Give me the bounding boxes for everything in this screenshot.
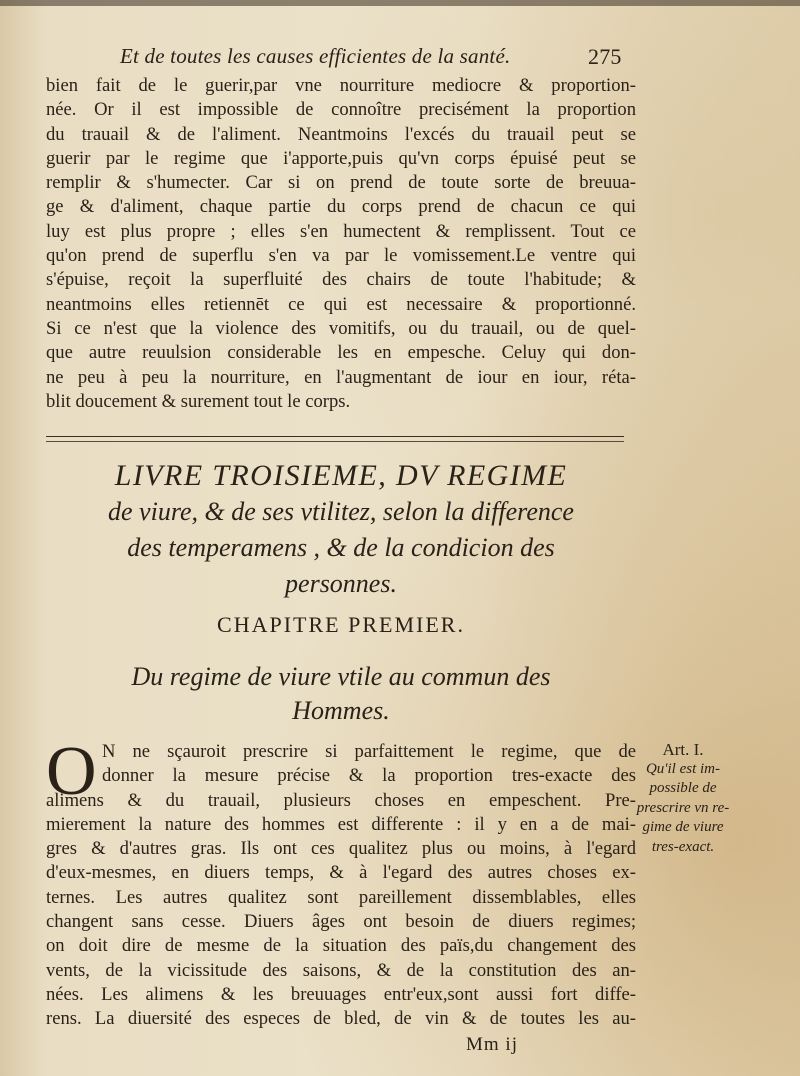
article-number: Art. I. bbox=[662, 740, 704, 759]
margin-note bbox=[628, 740, 738, 857]
text-line: née. Or il est impossible de connoître precisément la proportion bbox=[46, 99, 636, 121]
chapter-title bbox=[46, 660, 636, 728]
text-line: qu'on prend de superflu s'en va par le vomissement.Le ventre qui bbox=[46, 245, 636, 267]
book-title-line: LIVRE TROISIEME, DV REGIME bbox=[114, 459, 568, 492]
text-line: Si ce n'est que la violence des vomitifs, ou du trauail, ou de quel- bbox=[46, 317, 636, 339]
section-rule bbox=[46, 436, 624, 437]
text-line: luy est plus propre ; elles s'en humectent & remplissent. Tout ce bbox=[46, 220, 636, 242]
text-line: gres & d'autres gras. Ils ont ces qualitez plus ou moins, à l'egard bbox=[46, 838, 636, 860]
book-title-line: de viure, & de ses vtilitez, selon la difference bbox=[108, 497, 574, 526]
text-line: on doit dire de mesme de la situation des païs,du changement des bbox=[46, 935, 636, 957]
margin-note-line: prescrire vn re- bbox=[636, 799, 730, 816]
book-title-line: des temperamens , & de la condicion des bbox=[127, 533, 555, 562]
drop-cap: O bbox=[46, 733, 97, 810]
running-title: Et de toutes les causes efficientes de la santé. bbox=[120, 44, 511, 68]
page-top-edge bbox=[0, 0, 800, 6]
margin-note-line: tres-exact. bbox=[651, 838, 715, 855]
text-line: donner la mesure précise & la proportion tres-exacte des bbox=[102, 765, 636, 787]
chapter-title-line: Hommes. bbox=[292, 696, 390, 725]
text-line: neantmoins elles retiennēt ce qui est necessaire & proportionné. bbox=[46, 293, 636, 315]
text-line: alimens & du trauail, plusieurs choses en empeschent. Pre- bbox=[46, 789, 636, 811]
text-line: changent sans cesse. Diuers âges ont besoin de diuers regimes; bbox=[46, 911, 636, 933]
text-line: blit doucement & surement tout le corps. bbox=[46, 390, 351, 412]
text-line: N ne sçauroit prescrire si parfaittement le regime, que de bbox=[102, 741, 636, 762]
text-line: mierement la nature des hommes est differente : il y en a de mai- bbox=[46, 813, 636, 835]
text-line: rens. La diuersité des especes de bled, de vin & de toutes les au- bbox=[46, 1008, 636, 1030]
text-line: remplir & s'humecter. Car si on prend de toute sorte de breuua- bbox=[46, 172, 636, 194]
signature-mark: Mm ij bbox=[466, 1034, 518, 1055]
page-number: 275 bbox=[588, 44, 622, 69]
chapter-heading: CHAPITRE PREMIER. bbox=[217, 612, 465, 637]
margin-note-line: gime de viure bbox=[642, 819, 724, 835]
text-line: s'épuise, reçoit la superfluité des chairs de toute l'habitude; & bbox=[46, 269, 636, 291]
text-line: nées. Les alimens & les breuuages entr'eux,sont aussi fort diffe- bbox=[46, 983, 636, 1005]
chapter-paragraph bbox=[46, 733, 636, 1032]
chapter-title-line: Du regime de viure vtile au commun des bbox=[131, 662, 551, 691]
text-line: vents, de la vicissitude des saisons, & de la constitution des an- bbox=[46, 959, 636, 981]
text-line: ne peu à peu la nourriture, en l'augmentant de iour en iour, réta- bbox=[46, 366, 636, 388]
text-line: ternes. Les autres qualitez sont pareillement dissemblables, elles bbox=[46, 886, 636, 908]
margin-note-line: possible de bbox=[649, 780, 717, 796]
text-line: du trauail & de l'aliment. Neantmoins l'excés du trauail peut se bbox=[46, 123, 636, 145]
paragraph-continued bbox=[46, 74, 636, 414]
section-rule-thin bbox=[46, 441, 624, 442]
text-line: d'eux-mesmes, en diuers temps, & à l'egard des autres choses ex- bbox=[46, 862, 636, 884]
book-title-line: personnes. bbox=[285, 569, 397, 598]
text-line: guerir par le regime que i'apporte,puis qu'vn corps épuisé peut se bbox=[46, 147, 636, 169]
text-line: ge & d'aliment, chaque partie du corps prend de chacun ce qui bbox=[46, 196, 636, 218]
text-line: que autre reuulsion considerable les en empesche. Celuy qui don- bbox=[46, 342, 636, 364]
running-header bbox=[120, 44, 640, 69]
margin-note-line: Qu'il est im- bbox=[645, 760, 721, 777]
book-title bbox=[46, 458, 636, 602]
text-line: bien fait de le guerir,par vne nourriture mediocre & proportion- bbox=[46, 75, 636, 96]
